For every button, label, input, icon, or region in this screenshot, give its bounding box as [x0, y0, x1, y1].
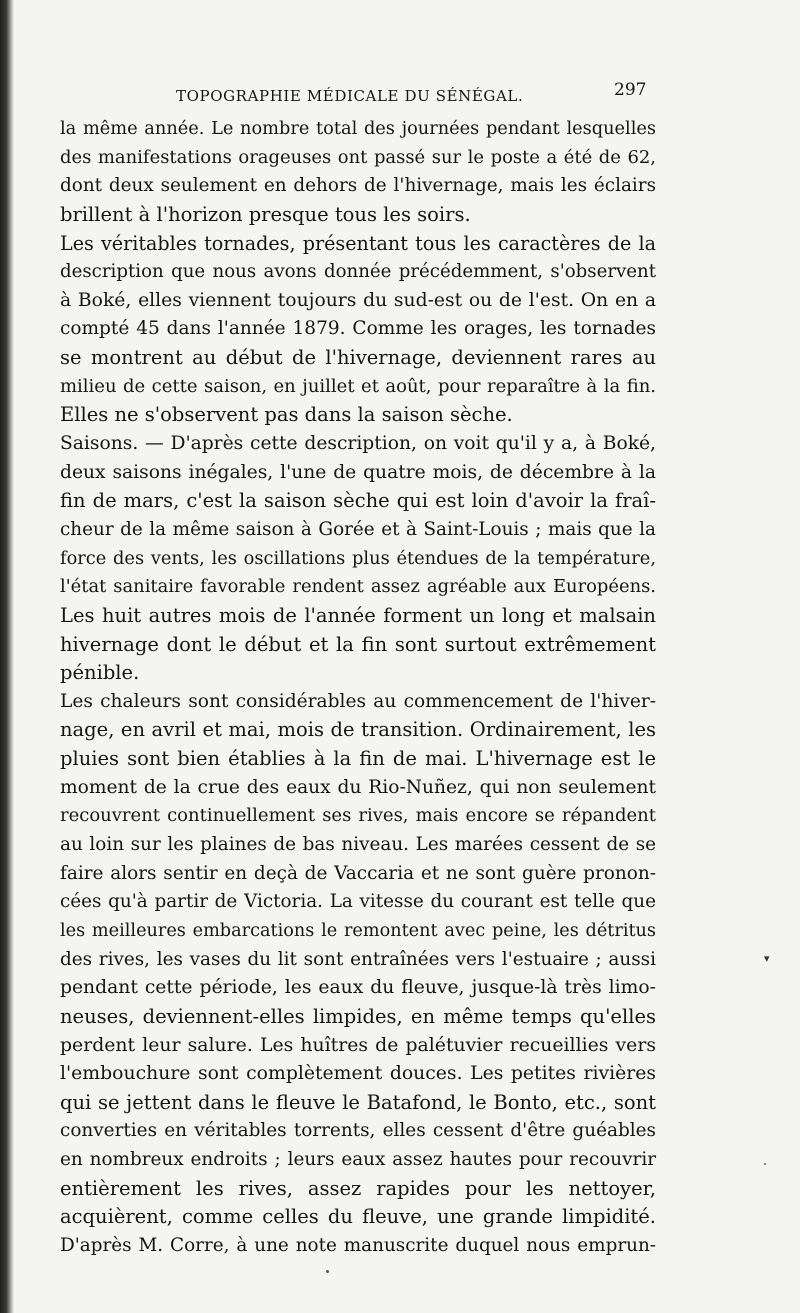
text-line: acquièrent, comme celles du fleuve, une grande limpidité.: [60, 1205, 656, 1229]
text-line: Les véritables tornades, présentant tous les caractères de la: [60, 231, 656, 255]
text-line: description que nous avons donnée précédemment, s'observent: [60, 261, 656, 283]
text-line: cheur de la même saison à Gorée et à Saint-Louis ; mais que la: [60, 518, 656, 540]
body-text: [60, 115, 656, 1261]
text-line: nage, en avril et mai, mois de transition. Ordinairement, les: [60, 718, 656, 742]
text-line: en nombreux endroits ; leurs eaux assez hautes pour recouvrir: [60, 1149, 656, 1171]
text-line: Les huit autres mois de l'année forment un long et malsain: [60, 603, 656, 627]
text-line: qui se jettent dans le fleuve le Batafond, le Bonto, etc., sont: [60, 1090, 656, 1114]
stray-dot: [326, 1270, 329, 1273]
text-line: pénible.: [60, 661, 140, 685]
text-line: recouvrent continuellement ses rives, mais encore se répandent: [60, 805, 656, 827]
text-line: Elles ne s'observent pas dans la saison sèche.: [60, 403, 513, 427]
text-line: converties en véritables torrents, elles cessent d'être guéables: [60, 1120, 656, 1142]
text-line: pendant cette période, les eaux du fleuve, jusque-là très limo-: [60, 977, 656, 999]
text-line: faire alors sentir en deçà de Vaccaria et ne sont guère pronon-: [60, 862, 656, 884]
text-line: la même année. Le nombre total des journées pendant lesquelles: [60, 119, 656, 139]
text-line: deux saisons inégales, l'une de quatre mois, de décembre à la: [60, 461, 656, 483]
text-line: dont deux seulement en dehors de l'hivernage, mais les éclairs: [60, 175, 656, 197]
text-line: moment de la crue des eaux du Rio-Nuñez, qui non seulement: [60, 776, 656, 798]
text-line: au loin sur les plaines de bas niveau. Les marées cessent de se: [60, 834, 656, 856]
text-line: l'état sanitaire favorable rendent assez agréable aux Européens.: [60, 576, 656, 598]
text-line: milieu de cette saison, en juillet et août, pour reparaître à la fin.: [60, 375, 656, 397]
running-head: TOPOGRAPHIE MÉDICALE DU SÉNÉGAL.: [176, 87, 524, 105]
text-line: hivernage dont le début et la fin sont surtout extrêmement: [60, 632, 656, 656]
stray-dot: [764, 1163, 766, 1165]
text-line: l'embouchure sont complètement douces. Les petites rivières: [60, 1063, 656, 1085]
text-line: entièrement les rives, assez rapides pour les nettoyer,: [60, 1176, 656, 1200]
text-line: neuses, deviennent-elles limpides, en même temps qu'elles: [60, 1004, 656, 1028]
text-line: à Boké, elles viennent toujours du sud-est ou de l'est. On en a: [60, 289, 656, 311]
text-line: les meilleures embarcations le remontent avec peine, les détritus: [60, 920, 656, 941]
text-line: perdent leur salure. Les huîtres de palétuvier recueillies vers: [60, 1034, 656, 1056]
text-line: fin de mars, c'est la saison sèche qui est loin d'avoir la fraî-: [60, 489, 656, 513]
text-line: Les chaleurs sont considérables au commencement de l'hiver-: [60, 690, 656, 712]
text-line: force des vents, les oscillations plus étendues de la température,: [60, 547, 656, 569]
text-line: Saisons. — D'après cette description, on voit qu'il y a, à Boké,: [60, 433, 656, 455]
text-line: compté 45 dans l'année 1879. Comme les orages, les tornades: [60, 318, 656, 340]
stray-mark: ▾: [764, 952, 770, 965]
text-line: des manifestations orageuses ont passé sur le poste a été de 62,: [60, 146, 656, 168]
text-line: des rives, les vases du lit sont entraînées vers l'estuaire ; aussi: [60, 948, 656, 970]
binding-shadow: [0, 0, 14, 1313]
page-number: 297: [614, 80, 647, 100]
text-line: pluies sont bien établies à la fin de mai. L'hivernage est le: [60, 747, 656, 771]
text-line: brillent à l'horizon presque tous les soirs.: [60, 202, 471, 226]
text-line: D'après M. Corre, à une note manuscrite duquel nous emprun-: [60, 1234, 656, 1256]
text-line: cées qu'à partir de Victoria. La vitesse du courant est telle que: [60, 891, 656, 913]
text-line: se montrent au début de l'hivernage, deviennent rares au: [60, 346, 656, 370]
